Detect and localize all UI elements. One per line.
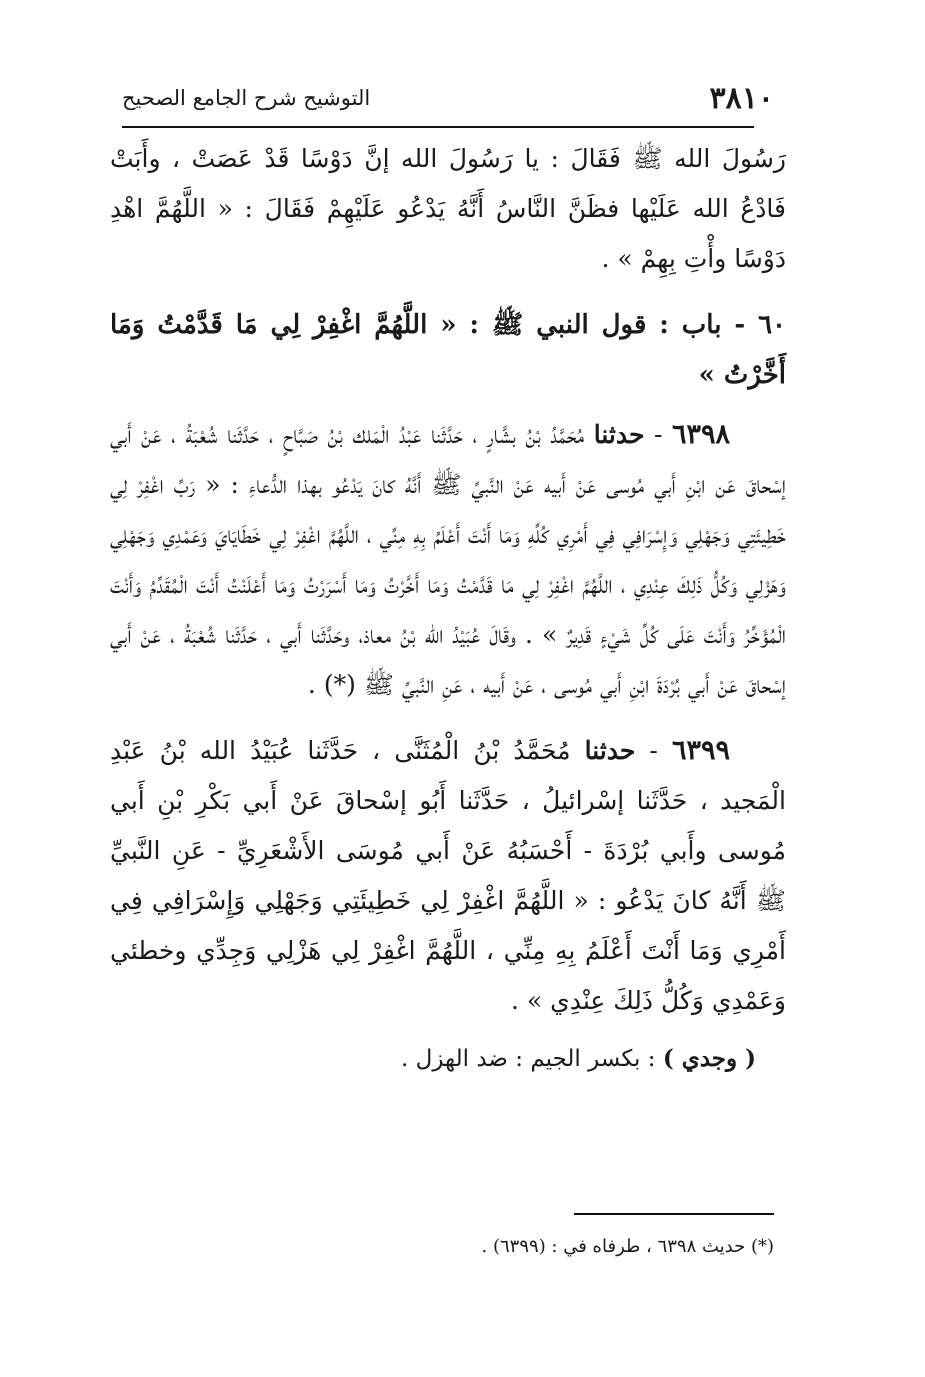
hadith-dash: - — [644, 420, 663, 449]
gloss-term: ( وجدي ) — [662, 1045, 756, 1072]
running-title: التوشيح شرح الجامع الصحيح — [122, 86, 371, 110]
page-header — [122, 78, 774, 118]
hadith-number: ٦٣٩٩ — [671, 735, 730, 766]
hadith-text: مُحَمَّدُ بْنُ الْمُثَنَّى ، حَدَّثَنا عُبَيْدُ الله بْنُ عَبْدِ الْمَجيد ، حَدَّثَنا إسْرائيلُ ، حَدَّثَنا أَبُو إسْحاقَ عَنْ أَبي بَكْرِ بْنِ أَبي مُوسى وأَبي بُرْدَةَ - أَحْسَبُهُ عَنْ أَبي مُوسَى الأَشْعَرِيِّ - عَنِ النَّبيِّ ﷺ أَنَّهُ كانَ يَدْعُو : « اللَّهُمَّ اغْفِرْ لِي خَطِيئَتِي وَجَهْلِي وَإِسْرَافِي فِي أَمْرِي وَمَا أَنْتَ أَعْلَمُ بِهِ مِنِّي ، اللَّهُمَّ اغْفِرْ لِي هَزْلِي وَجِدِّي وخطئي وَعَمْدِي وَكُلُّ ذَلِكَ عِنْدِي » . — [110, 736, 786, 1015]
hadith-6399 — [110, 726, 786, 1026]
footnote: (*) حديث ٦٣٩٨ ، طرفاه في : (٦٣٩٩) . — [481, 1236, 774, 1257]
page-number: ٣٨١٠ — [709, 80, 774, 116]
hadith-6398 — [110, 410, 786, 710]
hadith-dash: - — [635, 736, 658, 765]
hadith-lead: حدثنا — [593, 420, 645, 449]
hadith-text: مُحَمَّدُ بْنُ بشَّارٍ ، حَدَّثَنا عَبْدُ الْمَلك بْنُ صَبَّاحٍ ، حَدَّثَنا شُعْبَةُ ، عَنْ أَبي إسْحاقَ عَن ابْنِ أَبي مُوسى عَنْ أَبيه عَنْ النَّبيِّ ﷺ أَنَّهُ كانَ يَدْعُو بهذا الدُّعاءِ : « رَبِّ اغْفِرْ لِي خَطِيئَتِي وَجَهْلِي وَإِسْرَافِي فِي أَمْرِي كُلِّهِ وَمَا أَنْتَ أَعْلَمُ بِهِ مِنِّي ، اللَّهُمَّ اغْفِرْ لِي خَطَايَايَ وَعَمْدِي وَجَهْلِي وَهَزْلِي وَكُلُّ ذَلِكَ عِنْدِي ، اللَّهُمَّ اغْفِرْ لِي مَا قَدَّمْتُ وَمَا أَخَّرْتُ وَمَا أَسْرَرْتُ وَمَا أَعْلَنْتُ أَنْتَ الْمُقَدِّمُ وَأَنْتَ الْمُؤَخِّرُ وَأَنْتَ عَلَى كُلِّ شَيْءٍ قَدِيرٌ » . وقَالَ عُبَيْدُ الله بْنُ معاذ، وحَدَّثَنا أَبي ، حَدَّثَنا شُعْبَةُ ، عَنْ أَبي إسْحاقَ عَنْ أَبي بُرْدَةَ ابْنِ أَبي مُوسى ، عَنْ أَبيه ، عَنِ النَّبيِّ ﷺ (*) . — [110, 420, 786, 699]
section-heading: ٦٠ - باب : قول النبي ﷺ : « اللَّهُمَّ اغْفِرْ لِي مَا قَدَّمْتُ وَمَا أَخَّرْتُ » — [110, 310, 786, 390]
main-text — [110, 134, 786, 1084]
hadith-number: ٦٣٩٨ — [671, 419, 730, 450]
paragraph-continuation: رَسُولَ الله ﷺ فَقَالَ : يا رَسُولَ الله إنَّ دَوْسًا قَدْ عَصَتْ ، وأَبَتْ فَادْعُ الله عَلَيْها فظَنَّ النَّاسُ أَنَّهُ يَدْعُو عَلَيْهِمْ فَقَالَ : « اللَّهُمَّ اهْدِ دَوْسًا وأْتِ بِهِمْ » . — [110, 144, 786, 273]
gloss-note — [110, 1034, 786, 1084]
hadith-lead: حدثنا — [584, 736, 636, 765]
gloss-definition: : بكسر الجيم : ضد الهزل . — [401, 1046, 656, 1072]
footnote-rule — [574, 1213, 774, 1215]
header-rule — [122, 126, 754, 128]
